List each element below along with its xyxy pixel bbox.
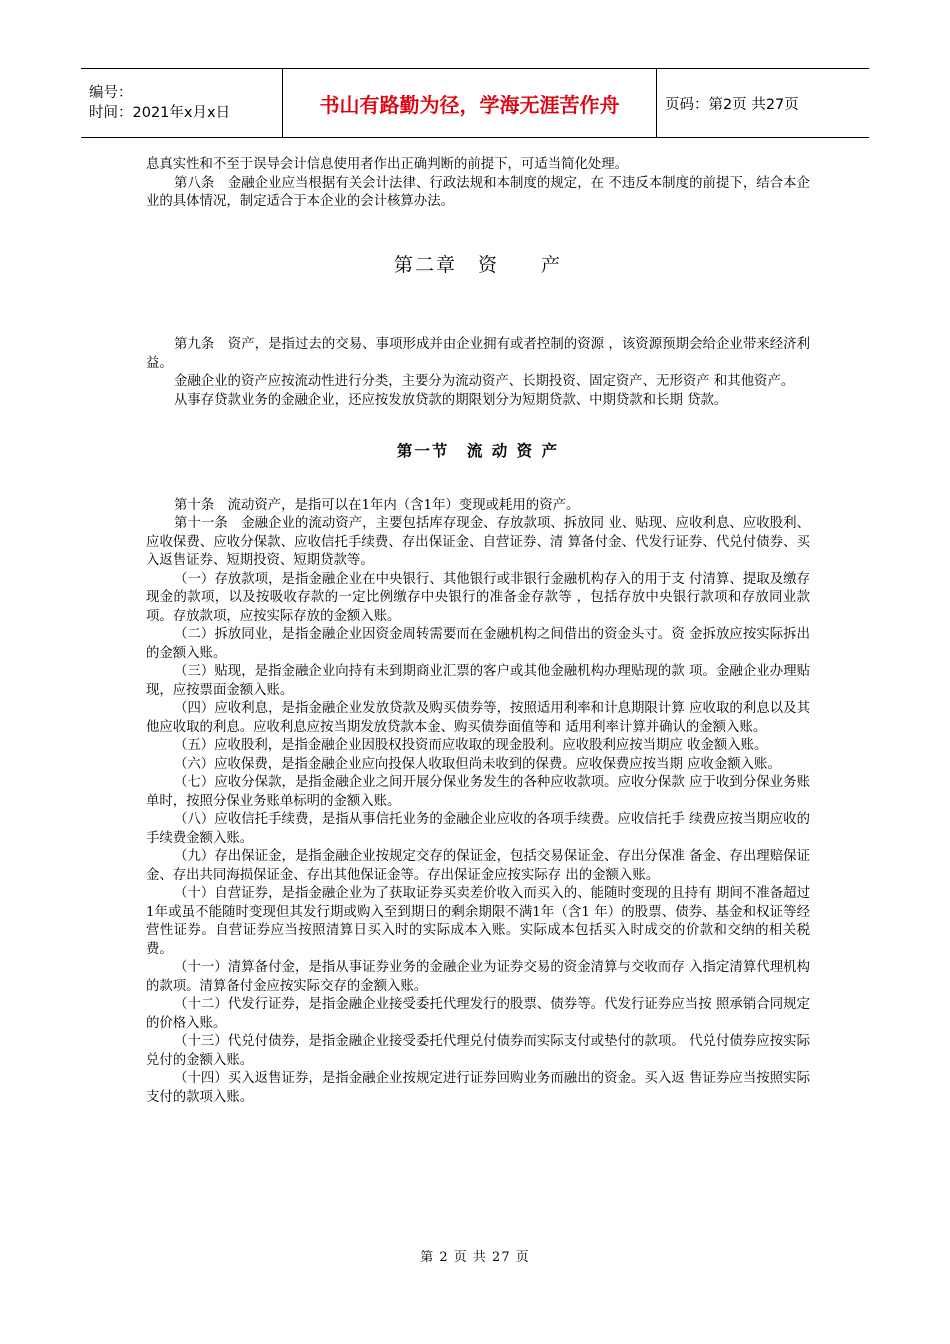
header-page-label: 页码：第2页 共27页	[665, 96, 799, 113]
page-footer: 第 2 页 共 27 页	[420, 1250, 530, 1265]
paragraph: 从事存贷款业务的金融企业，还应按发放贷款的期限划分为短期贷款、中期贷款和长期 贷款。	[174, 392, 728, 408]
paragraph: （十一）清算备付金，是指从事证券业务的金融企业为证券交易的资金清算与交收而存 入指定清算代理机构的款项。清算备付金应按实际交存的金额入账。	[146, 960, 810, 994]
paragraph: 金融企业的资产应按流动性进行分类，主要分为流动资产、长期投资、固定资产、无形资产 和其他资产。	[174, 374, 795, 389]
paragraph: 第八条 金融企业应当根据有关会计法律、行政法规和本制度的规定，在 不违反本制度的前提下，结合本企业的具体情况，制定适合于本企业的会计核算办法。	[146, 175, 810, 209]
document-body	[146, 156, 810, 1107]
paragraph: （七）应收分保款，是指金融企业之间开展分保业务发生的各种应收款项。应收分保款 应于收到分保业务账单时，按照分保业务账单标明的金额入账。	[146, 775, 810, 809]
paragraph: （四）应收利息，是指金融企业发放贷款及购买债券等，按照适用利率和计息期限计算 应收取的利息以及其他应收取的利息。应收利息应按当期发放贷款本金、购买债券面值等和 适用利率计算并确认的金额入账。	[146, 701, 810, 735]
section-title: 第一节 流 动 资 产	[396, 442, 560, 460]
paragraph: 第十条 流动资产，是指可以在1年内（含1年）变现或耗用的资产。	[174, 497, 580, 513]
paragraph: （六）应收保费，是指金融企业应向投保人收取但尚未收到的保费。应收保费应按当期 应收金额入账。	[174, 756, 781, 772]
paragraph: （二）拆放同业，是指金融企业因资金周转需要而在金融机构之间借出的资金头寸。资 金拆放应按实际拆出的金额入账。	[146, 627, 810, 661]
paragraph: 第九条 资产，是指过去的交易、事项形成并由企业拥有或者控制的资源 ，该资源预期会给企业带来经济利益。	[146, 337, 810, 371]
paragraph: （十三）代兑付债券，是指金融企业接受委托代理兑付债券而实际支付或垫付的款项。 代兑付债券应按实际兑付的金额入账。	[146, 1034, 810, 1068]
chapter-title: 第二章 资 产	[393, 253, 562, 276]
document-number-label: 编号：	[89, 85, 133, 101]
paragraph: （十二）代发行证券，是指金融企业接受委托代理发行的股票、债券等。代发行证券应当按 照承销合同规定的价格入账。	[146, 997, 810, 1031]
paragraph: （五）应收股利，是指金融企业因股权投资而应收取的现金股利。应收股利应按当期应 收金额入账。	[174, 738, 768, 753]
paragraph: （三）贴现，是指金融企业向持有未到期商业汇票的客户或其他金融机构办理贴现的款 项。金融企业办理贴现，应按票面金额入账。	[146, 664, 810, 698]
paragraph: 息真实性和不至于误导会计信息使用者作出正确判断的前提下，可适当简化处理。	[146, 157, 629, 172]
document-date-label: 时间：2021年x月x日	[89, 105, 231, 121]
page-header	[81, 68, 869, 138]
paragraph: 第十一条 金融企业的流动资产，主要包括库存现金、存放款项、拆放同 业、贴现、应收利息、应收股利、应收保费、应收分保款、应收信托手续费、存出保证金、自营证券、清 算备付金、代发行证券、代兑付债券、买入返售证券、短期投资、短期贷款等。	[146, 516, 810, 568]
paragraph: （十）自营证券，是指金融企业为了获取证券买卖差价收入而买入的、能随时变现的且持有 期间不准备超过1年或虽不能随时变现但其发行期或购入至到期日的剩余期限不满1年（含1 年）的股票、债券、基金和权证等经营性证券。自营证券应当按照清算日买入时的实际成本入账。实际成本包括买入时成交的价款和交纳的相关税费。	[146, 886, 810, 957]
paragraph: （一）存放款项，是指金融企业在中央银行、其他银行或非银行金融机构存入的用于支 付清算、提取及缴存现金的款项，以及按吸收存款的一定比例缴存中央银行的准备金存款等 ，包括存放中央银行款项和存放同业款项。存放款项，应按实际存放的金额入账。	[146, 571, 810, 624]
paragraph: （十四）买入返售证券，是指金融企业按规定进行证券回购业务而融出的资金。买入返 售证券应当按照实际支付的款项入账。	[146, 1071, 810, 1105]
header-info	[81, 69, 283, 137]
paragraph: （八）应收信托手续费，是指从事信托业务的金融企业应收的各项手续费。应收信托手 续费应按当期应收的手续费金额入账。	[146, 812, 810, 846]
paragraph: （九）存出保证金，是指金融企业按规定交存的保证金，包括交易保证金、存出分保准 备金、存出理赔保证金、存出共同海损保证金、存出其他保证金等。存出保证金应按实际存 出的金额入账。	[146, 849, 810, 883]
header-motto: 书山有路勤为径，学海无涯苦作舟	[283, 69, 657, 137]
